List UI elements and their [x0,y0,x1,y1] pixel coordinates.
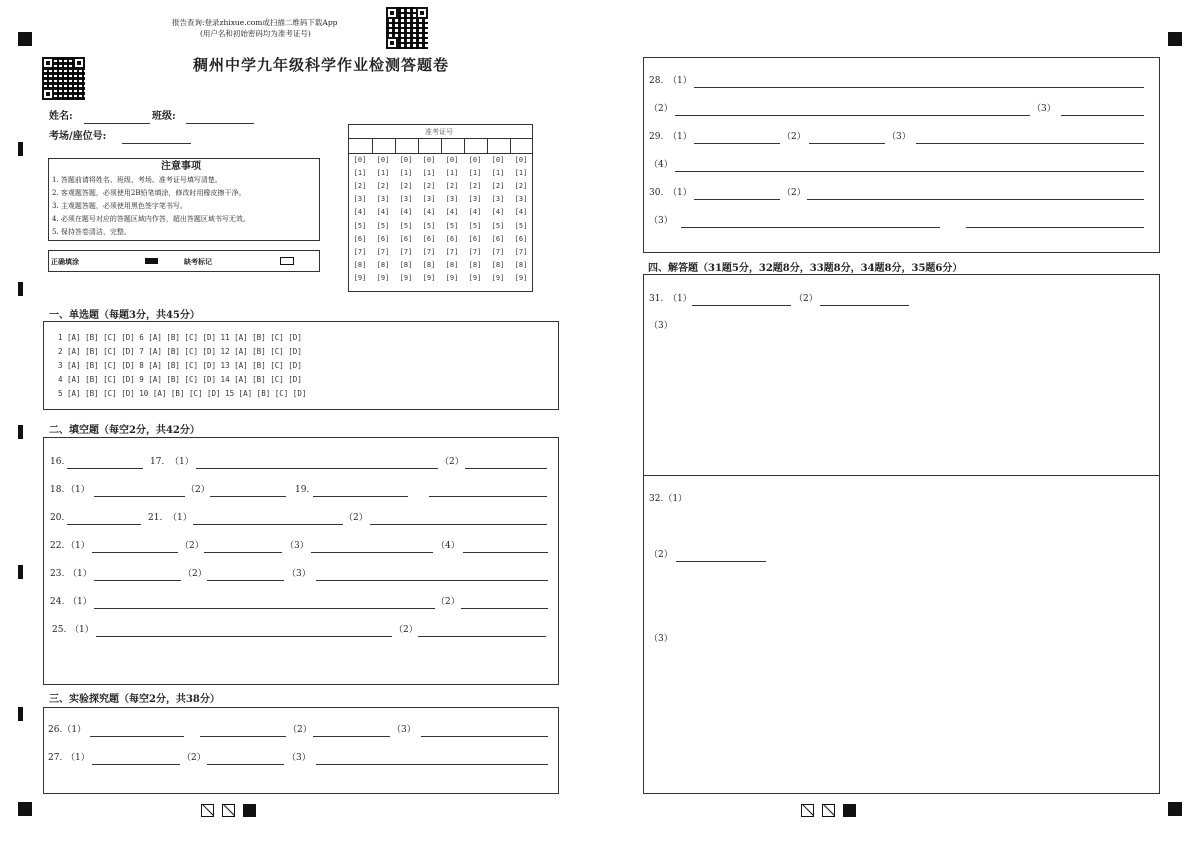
mc-row[interactable]: 3 [A] [B] [C] [D] 8 [A] [B] [C] [D] 13 [A] [B] [C] [D] [58,361,302,370]
exam-digit-bubble[interactable]: [9] [514,273,528,282]
registration-mark-top-left [18,32,32,46]
q25-p1-blank[interactable] [96,636,392,637]
q25-p1-label: （1） [70,625,94,635]
q29-p1-label: （1） [668,132,692,142]
exam-digit-bubble[interactable]: [1] [514,169,528,178]
q31-p1-label: （1） [668,294,692,304]
name-field[interactable] [84,123,150,124]
q29-p1-blank[interactable] [694,143,780,144]
q19-blank-2[interactable] [429,496,547,497]
exam-digit-bubble[interactable]: [0] [468,156,482,164]
q29-p4-label: （4） [649,160,673,170]
report-instruction-line2: (用户名和初始密码均为准考证号) [200,29,311,38]
q16-blank[interactable] [67,468,143,469]
exam-grid-column-divider [510,138,511,153]
q23-p2-label: （2） [183,569,207,579]
q21-p1-label: （1） [168,513,192,523]
q17-p1-blank[interactable] [196,468,438,469]
q30-p3-blank[interactable] [681,227,940,228]
q18-label: 18. [50,485,65,495]
q21-label: 21. [148,513,163,523]
q18-p1-label: （1） [66,485,90,495]
exam-digit-bubble[interactable]: [0] [422,156,436,164]
q23-p1-label: （1） [68,569,92,579]
q20-blank[interactable] [67,524,141,525]
q28-label: 28. [649,76,664,86]
q23-label: 23. [50,569,65,579]
section1-title: 一、单选题（每题3分，共45分） [49,310,200,321]
q30-p2-blank[interactable] [807,199,1144,200]
exam-digit-bubble[interactable]: [7] [376,247,390,256]
q31-label: 31. [649,294,664,304]
timing-mark [18,425,23,439]
exam-digit-bubble[interactable]: [4] [468,208,482,217]
exam-digit-bubble[interactable]: [6] [353,234,367,243]
exam-grid-column-divider [441,138,442,153]
exam-digit-bubble[interactable]: [2] [468,182,482,191]
exam-digit-bubble[interactable]: [9] [445,273,459,282]
notice-title: 注意事项 [161,161,201,172]
notice-box [48,158,320,241]
exam-digit-bubble[interactable]: [2] [399,182,413,191]
mc-row[interactable]: 1 [A] [B] [C] [D] 6 [A] [B] [C] [D] 11 [A] [B] [C] [D] [58,333,302,342]
exam-digit-bubble[interactable]: [1] [491,169,505,178]
absent-checkbox[interactable] [280,257,294,265]
q27-p3-blank[interactable] [316,764,548,765]
q31-q32-divider [644,475,1159,476]
q32-label: 32.（1） [649,494,688,504]
fill-example-box [48,250,320,272]
page-marker-crossed [801,804,814,817]
class-field[interactable] [186,123,254,124]
correct-fill-sample [145,258,158,264]
q17-label: 17. [150,457,165,467]
q25-p2-blank[interactable] [418,636,546,637]
q28-p2-blank[interactable] [675,115,1030,116]
q32-p2-blank[interactable] [676,561,766,562]
q27-p1-blank[interactable] [92,764,180,765]
notice-item: 4. 必须在题号对应的答题区域内作答，超出答题区域书写无效。 [52,215,250,223]
timing-mark [18,142,23,156]
exam-digit-bubble[interactable]: [3] [399,195,413,204]
exam-digit-bubble[interactable]: [3] [376,195,390,204]
exam-digit-bubble[interactable]: [3] [445,195,459,204]
q23-p2-blank[interactable] [207,580,284,581]
exam-digit-bubble[interactable]: [7] [353,247,367,256]
q32-p2-label: （2） [649,550,673,560]
q20-label: 20. [50,513,65,523]
q17-p1-label: （1） [170,457,194,467]
mc-row[interactable]: 4 [A] [B] [C] [D] 9 [A] [B] [C] [D] 14 [A] [B] [C] [D] [58,375,302,384]
q30-p1-blank[interactable] [694,199,780,200]
q30-p3-blank-2[interactable] [966,227,1144,228]
exam-digit-bubble[interactable]: [3] [514,195,528,204]
q19-label: 19. [295,485,310,495]
exam-digit-bubble[interactable]: [2] [422,182,436,191]
exam-digit-bubble[interactable]: [6] [445,234,459,243]
q18-p2-label: （2） [186,485,210,495]
class-label: 班级: [152,111,176,122]
exam-digit-bubble[interactable]: [0] [376,156,390,164]
exam-digit-bubble[interactable]: [0] [514,156,528,164]
exam-digit-bubble[interactable]: [7] [445,247,459,256]
q22-p3-blank[interactable] [311,552,433,553]
q31-p1-blank[interactable] [692,305,791,306]
notice-item: 5. 保持答卷清洁、完整。 [52,228,131,236]
notice-item: 1. 答题前请将姓名、班级、考场、准考证号填写清楚。 [52,176,222,184]
section2-box [43,437,559,685]
q22-p2-blank[interactable] [204,552,282,553]
q27-p1-label: （1） [66,753,90,763]
mc-row[interactable]: 5 [A] [B] [C] [D] 10 [A] [B] [C] [D] 15 [A] [B] [C] [D] [58,389,307,398]
q21-p1-blank[interactable] [193,524,343,525]
exam-digit-bubble[interactable]: [5] [514,221,528,230]
exam-digit-bubble[interactable]: [6] [514,234,528,243]
q22-label: 22. [50,541,65,551]
q26-label: 26.（1） [48,725,87,735]
page-marker-crossed [222,804,235,817]
exam-digit-bubble[interactable]: [4] [514,208,528,217]
q22-p3-label: （3） [285,541,309,551]
q29-p4-blank[interactable] [675,171,1144,172]
exam-number-grid [348,124,533,292]
q19-blank-1[interactable] [313,496,408,497]
section3-title: 三、实验探究题（每空2分，共38分） [49,694,220,705]
q26-p3-label: （3） [392,725,416,735]
q24-p1-blank[interactable] [94,608,435,609]
q30-label: 30. [649,188,664,198]
q27-label: 27. [48,753,63,763]
q28-p2-label: （2） [649,104,673,114]
section4-title: 四、解答题（31题5分，32题8分，33题8分，34题8分，35题6分） [648,263,963,274]
exam-digit-bubble[interactable]: [8] [422,260,436,269]
q28-p1-label: （1） [668,76,692,86]
exam-number-title: 准考证号 [425,128,453,136]
q23-p1-blank[interactable] [94,580,181,581]
exam-digit-bubble[interactable]: [9] [353,273,367,282]
exam-digit-bubble[interactable]: [1] [422,169,436,178]
q26-p2-blank[interactable] [313,736,390,737]
timing-mark [18,282,23,296]
q31-p3-label: （3） [649,321,673,331]
exam-digit-bubble[interactable]: [7] [422,247,436,256]
exam-digit-bubble[interactable]: [6] [376,234,390,243]
exam-digit-bubble[interactable]: [9] [376,273,390,282]
exam-digit-bubble[interactable]: [4] [491,208,505,217]
q18-p2-blank[interactable] [210,496,286,497]
mc-row[interactable]: 2 [A] [B] [C] [D] 7 [A] [B] [C] [D] 12 [A] [B] [C] [D] [58,347,302,356]
q30-p3-label: （3） [649,216,673,226]
exam-digit-bubble[interactable]: [6] [422,234,436,243]
page-marker-crossed [201,804,214,817]
exam-digit-bubble[interactable]: [2] [353,182,367,191]
exam-digit-bubble[interactable]: [7] [514,247,528,256]
exam-digit-bubble[interactable]: [2] [491,182,505,191]
q23-p3-label: （3） [287,569,311,579]
report-instruction-line1: 报告查询:登录zhixue.com或扫描二维码下载App [172,18,338,27]
exam-digit-bubble[interactable]: [5] [353,221,367,230]
exam-digit-bubble[interactable]: [5] [468,221,482,230]
exam-digit-bubble[interactable]: [1] [468,169,482,178]
exam-digit-bubble[interactable]: [8] [445,260,459,269]
exam-digit-bubble[interactable]: [8] [514,260,528,269]
q29-p2-blank[interactable] [809,143,885,144]
correct-fill-label: 正确填涂 [51,257,79,266]
q31-p2-blank[interactable] [820,305,909,306]
q26-p2-label: （2） [288,725,312,735]
q22-p1-label: （1） [66,541,90,551]
exam-digit-bubble[interactable]: [6] [491,234,505,243]
q17-p2-label: （2） [440,457,464,467]
notice-item: 3. 主观题答题，必须使用黑色签字笔书写。 [52,202,187,210]
exam-room-field[interactable] [122,143,191,144]
exam-digit-bubble[interactable]: [8] [353,260,367,269]
registration-mark-bottom-left [18,802,32,816]
q28-p1-blank[interactable] [694,87,1144,88]
exam-digit-bubble[interactable]: [3] [353,195,367,204]
exam-digit-bubble[interactable]: [9] [399,273,413,282]
exam-digit-bubble[interactable]: [0] [399,156,413,164]
q26-p1-blank[interactable] [90,736,184,737]
exam-digit-bubble[interactable]: [6] [468,234,482,243]
q28-p3-label: （3） [1032,104,1056,114]
q30-p2-label: （2） [782,188,806,198]
exam-digit-bubble[interactable]: [5] [422,221,436,230]
q22-p4-label: （4） [436,541,460,551]
exam-digit-bubble[interactable]: [5] [445,221,459,230]
section3-box [43,707,559,794]
q26-p1-blank-2[interactable] [200,736,286,737]
exam-digit-bubble[interactable]: [8] [491,260,505,269]
q25-p2-label: （2） [394,625,418,635]
exam-digit-bubble[interactable]: [7] [468,247,482,256]
q22-p4-blank[interactable] [463,552,548,553]
q24-label: 24. [50,597,65,607]
exam-digit-bubble[interactable]: [5] [399,221,413,230]
student-qr-code-icon [42,57,85,100]
exam-digit-bubble[interactable]: [9] [468,273,482,282]
q27-p3-label: （3） [287,753,311,763]
q25-label: 25. [52,625,67,635]
q22-p2-label: （2） [180,541,204,551]
exam-digit-bubble[interactable]: [3] [468,195,482,204]
q29-p3-blank[interactable] [916,143,1144,144]
q27-p2-label: （2） [182,753,206,763]
exam-digit-bubble[interactable]: [2] [445,182,459,191]
exam-digit-bubble[interactable]: [3] [491,195,505,204]
exam-digit-bubble[interactable]: [8] [376,260,390,269]
exam-digit-bubble[interactable]: [1] [353,169,367,178]
exam-digit-bubble[interactable]: [4] [399,208,413,217]
exam-digit-bubble[interactable]: [8] [399,260,413,269]
page-marker-solid [243,804,256,817]
timing-mark [18,707,23,721]
q16-label: 16. [50,457,65,467]
registration-mark-bottom-right [1168,802,1182,816]
q22-p1-blank[interactable] [92,552,178,553]
exam-digit-bubble[interactable]: [5] [491,221,505,230]
q27-p2-blank[interactable] [207,764,284,765]
exam-room-label: 考场/座位号: [49,131,107,142]
page-marker-crossed [822,804,835,817]
exam-digit-bubble[interactable]: [9] [422,273,436,282]
q21-p2-blank[interactable] [370,524,547,525]
section1-box [43,321,559,410]
q21-p2-label: （2） [344,513,368,523]
exam-digit-bubble[interactable]: [4] [445,208,459,217]
q26-p3-blank[interactable] [421,736,548,737]
exam-digit-bubble[interactable]: [7] [491,247,505,256]
exam-digit-bubble[interactable]: [0] [445,156,459,164]
q24-p2-blank[interactable] [461,608,548,609]
exam-grid-column-divider [395,138,396,153]
exam-digit-bubble[interactable]: [1] [376,169,390,178]
exam-digit-bubble[interactable]: [2] [376,182,390,191]
name-label: 姓名: [49,111,73,122]
page-title: 稠州中学九年级科学作业检测答题卷 [193,56,450,74]
exam-digit-bubble[interactable]: [4] [353,208,367,217]
exam-digit-bubble[interactable]: [4] [422,208,436,217]
notice-item: 2. 客观题答题，必须使用2B铅笔填涂，修改时用橡皮擦干净。 [52,189,246,197]
registration-mark-top-right [1168,32,1182,46]
q28-30-box [643,57,1160,253]
page-marker-solid [843,804,856,817]
q17-p2-blank[interactable] [465,468,547,469]
exam-digit-bubble[interactable]: [7] [399,247,413,256]
timing-mark [18,565,23,579]
q31-p2-label: （2） [794,294,818,304]
q30-p1-label: （1） [668,188,692,198]
q24-p1-label: （1） [68,597,92,607]
exam-grid-column-divider [418,138,419,153]
exam-grid-column-divider [372,138,373,153]
section4-box [643,274,1160,794]
exam-digit-bubble[interactable]: [3] [422,195,436,204]
q29-p2-label: （2） [782,132,806,142]
q29-p3-label: （3） [887,132,911,142]
exam-digit-bubble[interactable]: [1] [399,169,413,178]
exam-digit-bubble[interactable]: [2] [514,182,528,191]
q23-p3-blank[interactable] [316,580,548,581]
exam-digit-bubble[interactable]: [0] [491,156,505,164]
exam-digit-bubble[interactable]: [4] [376,208,390,217]
qr-code-icon [386,7,428,49]
q18-p1-blank[interactable] [94,496,185,497]
exam-digit-bubble[interactable]: [8] [468,260,482,269]
q29-label: 29. [649,132,664,142]
exam-grid-column-divider [464,138,465,153]
exam-digit-bubble[interactable]: [5] [376,221,390,230]
exam-grid-column-divider [487,138,488,153]
exam-digit-bubble[interactable]: [0] [353,156,367,164]
absent-label: 缺考标记 [184,257,212,266]
q28-p3-blank[interactable] [1061,115,1144,116]
section2-title: 二、填空题（每空2分，共42分） [49,425,200,436]
exam-digit-bubble[interactable]: [1] [445,169,459,178]
q24-p2-label: （2） [436,597,460,607]
exam-digit-bubble[interactable]: [6] [399,234,413,243]
exam-digit-bubble[interactable]: [9] [491,273,505,282]
q32-p3-label: （3） [649,634,673,644]
